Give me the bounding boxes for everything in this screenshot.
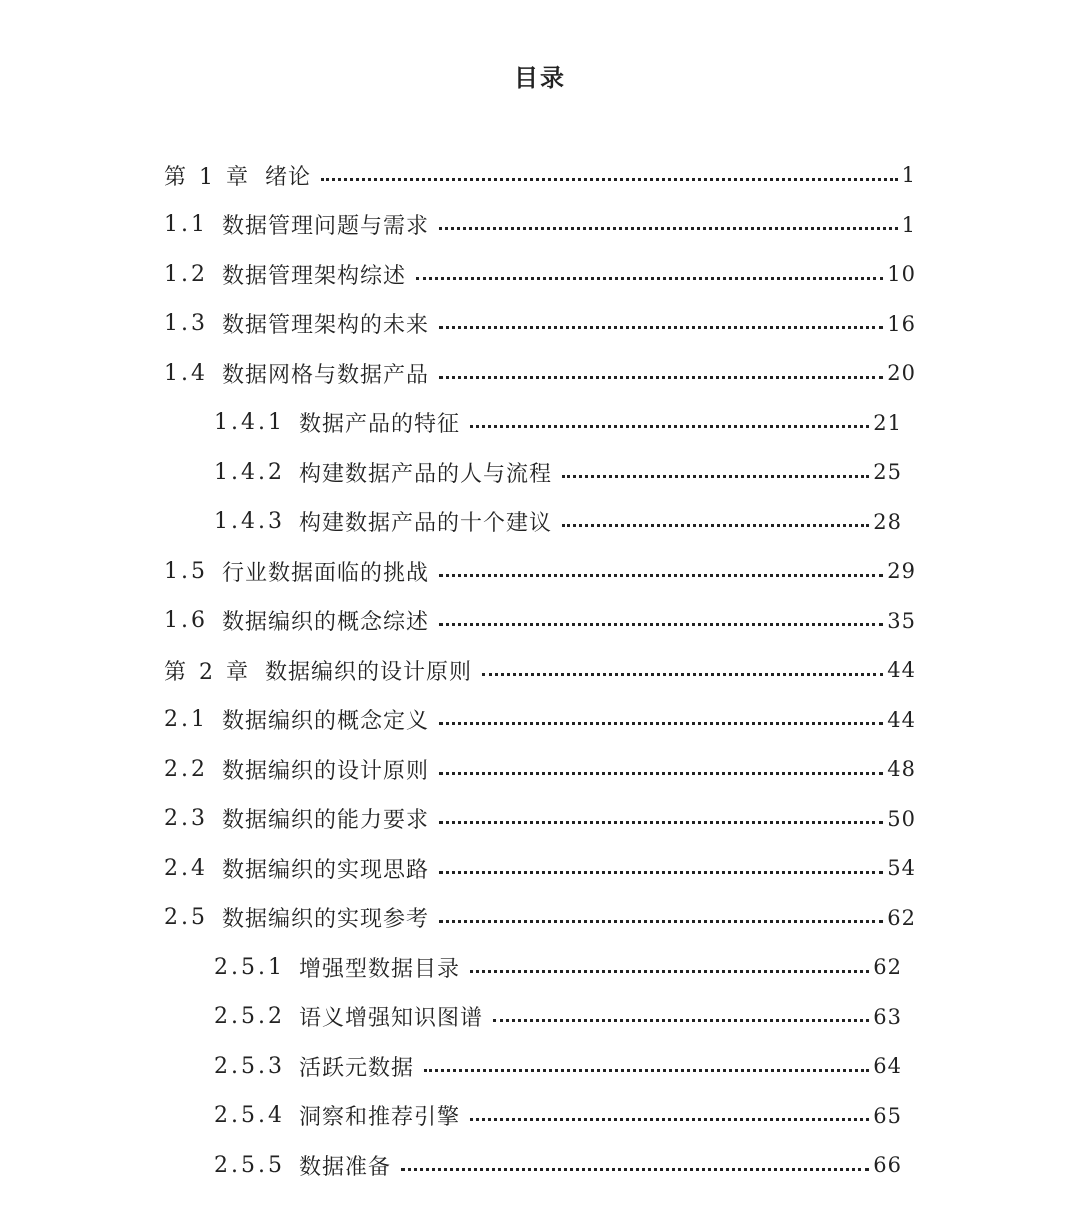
toc-dot-leader <box>470 425 869 428</box>
toc-entry-title: 增强型数据目录 <box>298 956 460 982</box>
toc-entry-title: 数据管理问题与需求 <box>222 214 430 239</box>
toc-entry[interactable] <box>164 645 916 695</box>
toc-entry-page: 1 <box>901 212 916 237</box>
toc-entry-number: 2.5 <box>164 905 208 930</box>
toc-dot-leader <box>562 475 869 478</box>
toc-entry[interactable] <box>214 942 902 992</box>
toc-entry-page: 20 <box>887 361 916 385</box>
toc-entry-page: 64 <box>873 1054 902 1078</box>
toc-entry-title: 行业数据面临的挑战 <box>222 560 430 586</box>
toc-dot-leader <box>439 623 883 626</box>
toc-entry-number: 2.3 <box>164 806 208 831</box>
toc-entry-number: 1.1 <box>164 212 208 237</box>
toc-entry[interactable] <box>214 1091 902 1141</box>
toc-dot-leader <box>321 178 898 181</box>
toc-entry-title: 构建数据产品的人与流程 <box>298 461 552 487</box>
toc-entry-number: 2.5.5 <box>214 1152 285 1178</box>
toc-entry-title: 数据管理架构的未来 <box>222 313 430 338</box>
toc-entry-number: 1.2 <box>164 261 208 287</box>
toc-entry-page: 54 <box>887 856 916 880</box>
toc-entry-page: 48 <box>887 757 916 781</box>
toc-dot-leader <box>401 1168 869 1171</box>
toc-entry[interactable] <box>164 695 916 745</box>
toc-entry[interactable] <box>214 992 902 1042</box>
toc-entry-page: 63 <box>873 1004 902 1029</box>
toc-entry[interactable] <box>164 596 916 646</box>
toc-entry-number: 1.4.1 <box>214 410 285 435</box>
toc-entry-title: 数据编织的设计原则 <box>264 659 472 685</box>
toc-entry-title: 数据编织的概念定义 <box>222 709 430 734</box>
toc-entry-number: 1.4.3 <box>214 509 285 534</box>
toc-entry[interactable] <box>164 744 916 794</box>
toc-entry-page: 28 <box>873 509 902 534</box>
toc-dot-leader <box>470 1118 869 1121</box>
toc-entry[interactable] <box>164 150 916 200</box>
toc-dot-leader <box>439 227 898 230</box>
toc-entry-title: 数据编织的实现参考 <box>222 907 430 932</box>
toc-dot-leader <box>439 326 883 329</box>
toc-dot-leader <box>439 821 883 824</box>
toc-entry[interactable] <box>164 546 916 596</box>
toc-entry-title: 数据管理架构综述 <box>222 263 407 289</box>
toc-entry-number: 2.5.1 <box>214 954 285 980</box>
toc-entry-page: 29 <box>887 559 916 583</box>
toc-entry-page: 16 <box>887 311 916 336</box>
toc-entry-title: 数据网格与数据产品 <box>222 362 430 388</box>
toc-entry-number: 2.5.4 <box>214 1103 285 1128</box>
toc-entry-page: 62 <box>873 955 902 979</box>
toc-entry[interactable] <box>164 200 916 250</box>
toc-entry-page: 62 <box>887 905 916 930</box>
toc-dot-leader <box>439 871 883 874</box>
toc-entry-number: 第 1 章 <box>164 164 251 190</box>
toc-entry-page: 44 <box>887 658 916 682</box>
toc-entry-number: 2.5.3 <box>214 1053 285 1079</box>
toc-entry-number: 2.5.2 <box>214 1004 285 1029</box>
toc-dot-leader <box>439 376 883 379</box>
toc-entry-number: 1.6 <box>164 608 208 633</box>
toc-entry[interactable] <box>164 249 916 299</box>
toc-entry-page: 25 <box>873 460 902 484</box>
toc-entry[interactable] <box>214 398 902 448</box>
toc-entry[interactable] <box>164 348 916 398</box>
toc-entry[interactable] <box>164 794 916 844</box>
toc-entry-number: 1.4 <box>164 360 208 386</box>
toc-entry-title: 洞察和推荐引擎 <box>298 1105 460 1130</box>
toc-dot-leader <box>424 1069 869 1072</box>
toc-entry-page: 35 <box>887 608 916 633</box>
toc-entry-page: 21 <box>873 410 902 435</box>
toc-dot-leader <box>470 970 869 973</box>
toc-entry-number: 1.3 <box>164 311 208 336</box>
toc-entry[interactable] <box>214 447 902 497</box>
toc-dot-leader <box>439 920 883 923</box>
toc-entry-title: 数据产品的特征 <box>298 412 460 437</box>
toc-dot-leader <box>439 772 883 775</box>
toc-dot-leader <box>416 277 883 280</box>
toc-entry-title: 绪论 <box>264 164 311 190</box>
toc-entry-page: 10 <box>887 262 916 286</box>
toc-entry-number: 2.1 <box>164 707 208 732</box>
toc-entry-title: 活跃元数据 <box>298 1055 414 1081</box>
toc-entry-page: 1 <box>901 163 916 187</box>
toc-entry-title: 数据编织的设计原则 <box>222 758 430 784</box>
toc-entry-title: 语义增强知识图谱 <box>298 1006 483 1031</box>
toc-entry-number: 1.4.2 <box>214 459 285 485</box>
toc-entry-title: 数据准备 <box>298 1154 391 1180</box>
toc-entry-page: 66 <box>873 1153 902 1177</box>
toc-entry-page: 50 <box>887 806 916 831</box>
toc-entry-number: 1.5 <box>164 558 208 584</box>
toc-entry[interactable] <box>214 1041 902 1091</box>
toc-entry-title: 数据编织的能力要求 <box>222 808 430 833</box>
toc-entry-number: 2.4 <box>164 855 208 881</box>
toc-entry-page: 65 <box>873 1103 902 1128</box>
toc-entry[interactable] <box>214 1140 902 1190</box>
toc-entry-title: 数据编织的实现思路 <box>222 857 430 883</box>
toc-dot-leader <box>439 722 883 725</box>
toc-dot-leader <box>482 673 883 676</box>
toc-dot-leader <box>493 1019 869 1022</box>
toc-entry[interactable] <box>164 893 916 943</box>
toc-entry-number: 2.2 <box>164 756 208 782</box>
toc-entry[interactable] <box>214 497 902 547</box>
toc-entry-title: 构建数据产品的十个建议 <box>298 511 552 536</box>
toc-title: 目录 <box>514 63 566 92</box>
toc-entry[interactable] <box>164 299 916 349</box>
toc-entry[interactable] <box>164 843 916 893</box>
toc-dot-leader <box>562 524 869 527</box>
toc-entry-title: 数据编织的概念综述 <box>222 610 430 635</box>
toc-entry-number: 第 2 章 <box>164 659 251 685</box>
toc-dot-leader <box>439 574 883 577</box>
toc-entry-page: 44 <box>887 707 916 732</box>
